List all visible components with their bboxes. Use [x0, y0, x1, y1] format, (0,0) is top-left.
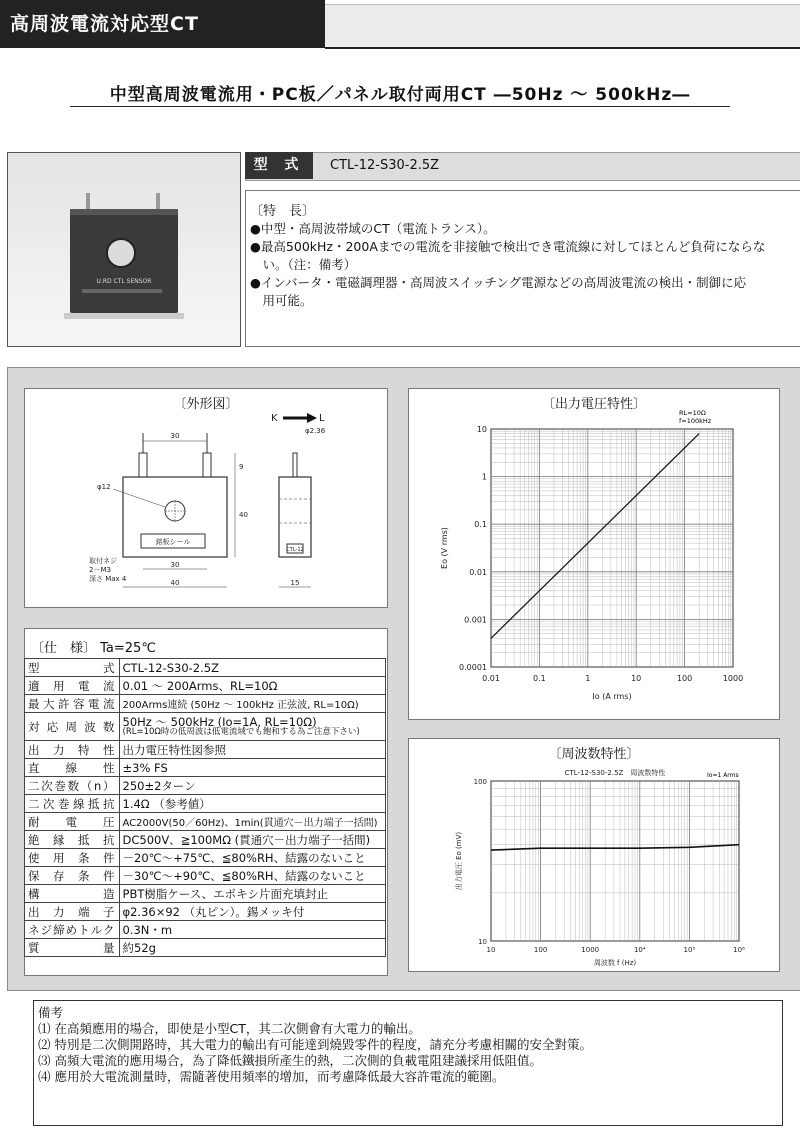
outline-title: 〔外形図〕: [173, 397, 239, 412]
spec-value: ±3% FS: [119, 759, 385, 777]
chart-title: CTL-12-S30-2.5Z 周波数特性: [564, 769, 666, 777]
dim-L: L: [319, 413, 325, 424]
x-tick-label: 10⁵: [683, 946, 696, 954]
spec-value: DC500V、≧100MΩ (貫通穴－出力端子一括間): [119, 831, 385, 849]
dim-top-width: 30: [170, 432, 180, 440]
output-chart-title: 〔出力電圧特性〕: [541, 397, 646, 412]
x-axis-label: 周波数 f (Hz): [593, 959, 637, 967]
feature-item: ●最高500kHz・200Aまでの電流を非接触で検出でき電流線に対してほとんど負荷にならな: [250, 239, 766, 254]
spec-value: [119, 713, 385, 741]
dim-bottom30: 30: [170, 561, 180, 569]
spec-key: 最大許容電流: [25, 695, 120, 713]
spec-key: 型式: [25, 659, 120, 677]
spec-key: 保存条件: [25, 867, 120, 885]
spec-row: [25, 939, 386, 957]
spec-row: [25, 695, 386, 713]
dim-hole: φ12: [97, 483, 111, 491]
model-bar: [245, 152, 800, 181]
spec-row: [25, 885, 386, 903]
spec-row: [25, 867, 386, 885]
spec-value: 0.01 ～ 200Arms、RL=10Ω: [119, 677, 385, 695]
x-tick-label: 100: [676, 674, 693, 683]
spec-row: [25, 659, 386, 677]
spec-row: [25, 795, 386, 813]
spec-value: PBT樹脂ケース、エポキシ片面充填封止: [119, 885, 385, 903]
feature-item: 用可能。: [250, 293, 313, 308]
spec-key: 耐電圧: [25, 813, 120, 831]
dim-K: K: [271, 413, 278, 424]
y-axis-label: 出力電圧 Eo (mV): [455, 831, 463, 891]
x-tick-label: 1000: [722, 674, 744, 683]
spec-value: 250±2ターン: [119, 777, 385, 795]
dim-screw2: 2－M3: [89, 566, 111, 574]
spec-row: [25, 921, 386, 939]
header-rule: [325, 47, 800, 49]
y-tick-label: 10: [476, 425, 487, 434]
spec-key: 二次巻数（n）: [25, 777, 120, 795]
notes-title: 備考: [38, 1005, 64, 1020]
outline-panel: [24, 388, 388, 608]
x-tick-label: 100: [533, 946, 548, 954]
chart1-legend-f: f=100kHz: [679, 417, 712, 425]
chart1-legend-rl: RL=10Ω: [679, 409, 706, 417]
spec-key: 対応周波数: [25, 713, 120, 741]
spec-value: AC2000V(50／60Hz)、1min(貫通穴－出力端子一括間): [119, 813, 385, 831]
spec-row: [25, 813, 386, 831]
spec-value: 出力電圧特性図参照: [119, 741, 385, 759]
x-tick-label: 10⁴: [633, 946, 646, 954]
model-label: 型 式: [245, 152, 313, 179]
spec-value-note: (RL=10Ω時の低周波は低電流域でも飽和する為ご注意下さい): [122, 726, 360, 737]
spec-key: 絶縁抵抗: [25, 831, 120, 849]
dim-screw1: 取付ネジ: [89, 557, 117, 565]
ct-sensor-image: [8, 153, 240, 346]
feature-item: ●インバータ・電磁調理器・高周波スイッチング電源などの高周波電流の検出・制御に応: [250, 275, 747, 290]
plot-area: [491, 429, 733, 667]
spec-row: [25, 831, 386, 849]
feature-item: ●中型・高周波帯域のCT（電流トランス）。: [250, 221, 496, 236]
y-tick-label: 1: [481, 472, 487, 482]
dim-pin-dia: φ2.36: [305, 427, 326, 435]
spec-key: 使用条件: [25, 849, 120, 867]
spec-key: 出力特性: [25, 741, 120, 759]
spec-row: [25, 741, 386, 759]
spec-key: 二次巻線抵抗: [25, 795, 120, 813]
chart2-legend-io: Io=1 Arms: [707, 772, 739, 779]
feature-item: い。（注：備考）: [250, 257, 357, 272]
dim-screw3: 深さ Max 4: [89, 575, 127, 583]
spec-title: 〔仕 様〕 Ta=25℃: [31, 641, 156, 656]
x-axis-label: Io (A rms): [592, 692, 632, 701]
note-item: ⑴ 在高頻應用的場合，即使是小型CT，其二次側會有大電力的輸出。: [38, 1021, 421, 1036]
output-voltage-chart: [409, 389, 779, 719]
outline-drawing: [25, 389, 387, 607]
spec-value: 約52g: [119, 939, 385, 957]
frequency-chart: [409, 739, 779, 971]
y-axis-label: Eo (V rms): [440, 527, 449, 569]
x-tick-label: 10: [486, 946, 496, 954]
plot-area: [491, 781, 739, 941]
spec-value: CTL-12-S30-2.5Z: [119, 659, 385, 677]
freq-chart-title: 〔周波数特性〕: [548, 747, 640, 762]
x-tick-label: 0.1: [533, 674, 546, 683]
spec-row: [25, 713, 386, 741]
y-tick-label: 0.01: [469, 567, 487, 577]
model-value: CTL-12-S30-2.5Z: [330, 158, 440, 173]
y-tick-label: 0.1: [474, 520, 487, 530]
photo-label: U.RD CTL SENSOR: [96, 278, 152, 285]
spec-key: 出力端子: [25, 903, 120, 921]
spec-value: 1.4Ω （参考値）: [119, 795, 385, 813]
spec-row: [25, 777, 386, 795]
output-chart-panel: [408, 388, 780, 720]
note-item: ⑷ 應用於大電流測量時，需隨著使用頻率的增加，而考慮降低最大容許電流的範圍。: [38, 1069, 505, 1084]
dim-label: 銘板シール: [155, 538, 191, 546]
note-item: ⑵ 特別是二次側開路時，其大電力的輸出有可能達到燒毀零件的程度，請充分考慮相關的安全對策。: [38, 1037, 592, 1052]
spec-row: [25, 903, 386, 921]
y-tick-label: 100: [473, 778, 487, 786]
dim-h9: 9: [239, 463, 244, 471]
dim-side15: 15: [290, 579, 300, 587]
spec-row: [25, 849, 386, 867]
product-subtitle: 中型高周波電流用・PC板／パネル取付両用CT ―50Hz ～ 500kHz―: [109, 85, 691, 105]
y-tick-label: 0.001: [464, 615, 487, 625]
features-title: 〔特 長〕: [250, 204, 316, 219]
y-tick-label: 0.0001: [459, 663, 487, 672]
spec-value: φ2.36×92 （丸ピン）。錫メッキ付: [119, 903, 385, 921]
x-tick-label: 10: [631, 674, 642, 683]
dim-side-label: CTL-12: [286, 547, 304, 553]
spec-key: 構造: [25, 885, 120, 903]
page-header-title: 高周波電流対応型CT: [0, 0, 325, 48]
spec-key: 適用電流: [25, 677, 120, 695]
spec-value: 0.3N・m: [119, 921, 385, 939]
x-tick-label: 1: [585, 674, 591, 683]
x-tick-label: 10⁶: [733, 946, 745, 954]
dim-bottom40: 40: [170, 579, 180, 587]
spec-value-main: 50Hz ～ 500kHz (Io=1A, RL=10Ω): [122, 714, 317, 729]
spec-value: －20℃～+75℃、≦80%RH、結露のないこと: [119, 849, 385, 867]
spec-row: [25, 759, 386, 777]
y-tick-label: 10: [478, 938, 487, 946]
spec-value: 200Arms連続 (50Hz ～ 100kHz 正弦波, RL=10Ω): [119, 695, 385, 713]
spec-key: 直線性: [25, 759, 120, 777]
header-bar: [325, 4, 800, 49]
x-tick-label: 1000: [581, 946, 600, 954]
freq-chart-panel: [408, 738, 780, 972]
spec-key: 質量: [25, 939, 120, 957]
spec-value: －30℃～+90℃、≦80%RH、結露のないこと: [119, 867, 385, 885]
spec-row: [25, 677, 386, 695]
product-photo: [7, 152, 241, 347]
spec-key: ネジ締めトルク: [25, 921, 120, 939]
x-tick-label: 0.01: [482, 674, 500, 683]
subtitle-rule: [70, 106, 730, 107]
note-item: ⑶ 高頻大電流的應用場合，為了降低鐵損所產生的熱，二次側的負載電阻建議採用低阻值。: [38, 1053, 542, 1068]
dim-h40: 40: [239, 511, 248, 519]
spec-table: [24, 658, 386, 957]
